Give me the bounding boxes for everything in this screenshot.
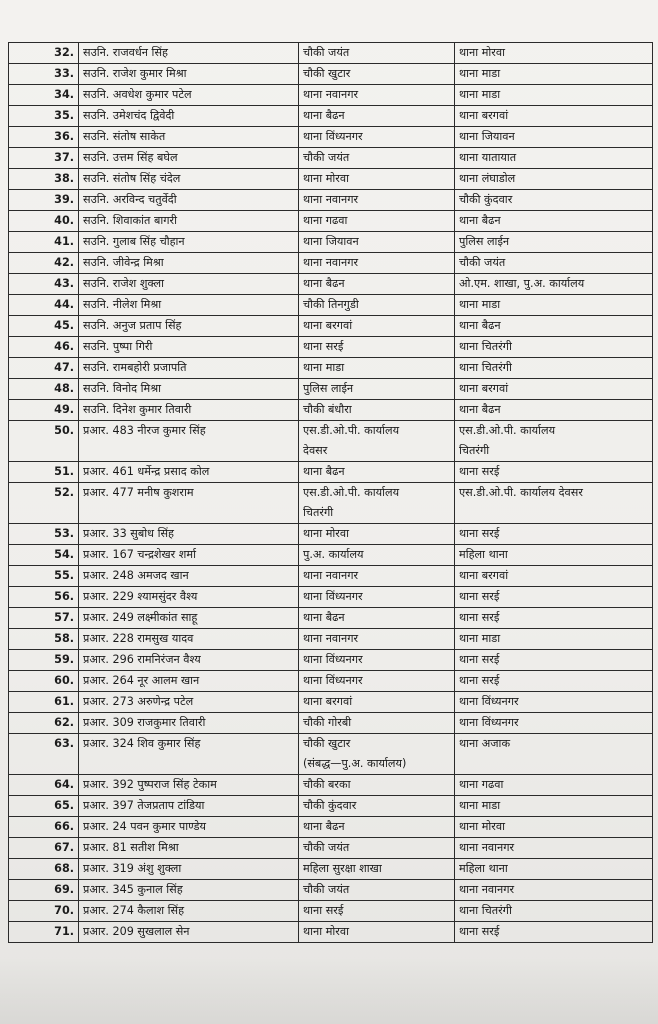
- employee-name: प्रआर. 296 रामनिरंजन वैश्य: [79, 650, 299, 671]
- new-posting: [455, 358, 653, 379]
- serial-number: 35.: [9, 106, 79, 127]
- new-posting-line: चितरंगी: [459, 444, 490, 457]
- table-row: [9, 43, 653, 64]
- new-posting: [455, 400, 653, 421]
- employee-name: प्रआर. 249 लक्ष्मीकांत साहू: [79, 608, 299, 629]
- new-posting-line: थाना माडा: [459, 298, 501, 311]
- employee-name: प्रआर. 477 मनीष कुशराम: [79, 483, 299, 524]
- current-posting: [299, 671, 455, 692]
- new-posting: [455, 545, 653, 566]
- current-posting: [299, 337, 455, 358]
- current-posting: [299, 169, 455, 190]
- current-posting-line: चौकी गोरबी: [303, 716, 352, 729]
- table-row: [9, 148, 653, 169]
- employee-name: प्रआर. 392 पुष्पराज सिंह टेकाम: [79, 775, 299, 796]
- serial-number: 52.: [9, 483, 79, 524]
- table-row: [9, 650, 653, 671]
- employee-name: सउनि. अवधेश कुमार पटेल: [79, 85, 299, 106]
- serial-number: 45.: [9, 316, 79, 337]
- table-row: [9, 85, 653, 106]
- new-posting-line: थाना सरई: [459, 465, 500, 478]
- new-posting: [455, 190, 653, 211]
- serial-number: 40.: [9, 211, 79, 232]
- table-row: [9, 524, 653, 545]
- current-posting-line: चौकी बंधौरा: [303, 403, 352, 416]
- table-row: [9, 232, 653, 253]
- serial-number: 37.: [9, 148, 79, 169]
- current-posting: [299, 127, 455, 148]
- new-posting-line: थाना माडा: [459, 632, 501, 645]
- current-posting-line: थाना मोरवा: [303, 527, 349, 540]
- table-row: [9, 838, 653, 859]
- current-posting-line: थाना नवानगर: [303, 88, 359, 101]
- current-posting-line: महिला सुरक्षा शाखा: [303, 862, 382, 875]
- new-posting: [455, 796, 653, 817]
- new-posting-line: थाना अजाक: [459, 737, 511, 750]
- current-posting-line: थाना विंध्यनगर: [303, 674, 363, 687]
- current-posting: [299, 692, 455, 713]
- table-row: [9, 337, 653, 358]
- current-posting-line: थाना जियावन: [303, 235, 359, 248]
- serial-number: 36.: [9, 127, 79, 148]
- current-posting: [299, 796, 455, 817]
- new-posting-line: महिला थाना: [459, 548, 508, 561]
- new-posting: [455, 421, 653, 462]
- current-posting-line: थाना सरई: [303, 340, 344, 353]
- new-posting-line: पुलिस लाईन: [459, 235, 510, 248]
- employee-name: प्रआर. 229 श्यामसुंदर वैश्य: [79, 587, 299, 608]
- employee-name: सउनि. नीलेश मिश्रा: [79, 295, 299, 316]
- new-posting-line: एस.डी.ओ.पी. कार्यालय देवसर: [459, 486, 583, 499]
- serial-number: 67.: [9, 838, 79, 859]
- current-posting-line: चौकी खुटार: [303, 737, 351, 750]
- current-posting-line: चौकी जयंत: [303, 46, 350, 59]
- serial-number: 58.: [9, 629, 79, 650]
- new-posting: [455, 650, 653, 671]
- current-posting: [299, 838, 455, 859]
- employee-name: सउनि. पुष्पा गिरी: [79, 337, 299, 358]
- current-posting: [299, 232, 455, 253]
- employee-name: सउनि. संतोष साकेत: [79, 127, 299, 148]
- serial-number: 44.: [9, 295, 79, 316]
- current-posting-line: पु.अ. कार्यालय: [303, 548, 364, 561]
- employee-name: सउनि. अरविन्द चतुर्वेदी: [79, 190, 299, 211]
- new-posting-line: थाना सरई: [459, 653, 500, 666]
- serial-number: 59.: [9, 650, 79, 671]
- current-posting: [299, 295, 455, 316]
- table-row: [9, 545, 653, 566]
- current-posting: [299, 190, 455, 211]
- table-row: [9, 775, 653, 796]
- serial-number: 47.: [9, 358, 79, 379]
- current-posting-line: चौकी कुंदवार: [303, 799, 357, 812]
- current-posting: [299, 358, 455, 379]
- serial-number: 66.: [9, 817, 79, 838]
- new-posting-line: थाना मोरवा: [459, 820, 505, 833]
- current-posting-line: थाना बरगवां: [303, 319, 353, 332]
- table-row: [9, 901, 653, 922]
- serial-number: 60.: [9, 671, 79, 692]
- new-posting: [455, 85, 653, 106]
- table-row: [9, 421, 653, 462]
- table-row: [9, 127, 653, 148]
- current-posting: [299, 64, 455, 85]
- current-posting: [299, 922, 455, 943]
- new-posting: [455, 608, 653, 629]
- table-row: [9, 692, 653, 713]
- serial-number: 71.: [9, 922, 79, 943]
- current-posting-line: थाना विंध्यनगर: [303, 590, 363, 603]
- current-posting-line: थाना नवानगर: [303, 256, 359, 269]
- new-posting-line: थाना सरई: [459, 674, 500, 687]
- new-posting: [455, 106, 653, 127]
- serial-number: 64.: [9, 775, 79, 796]
- current-posting: [299, 421, 455, 462]
- serial-number: 38.: [9, 169, 79, 190]
- serial-number: 33.: [9, 64, 79, 85]
- current-posting: [299, 106, 455, 127]
- current-posting-line: चौकी जयंत: [303, 883, 350, 896]
- current-posting-line: थाना मोरवा: [303, 925, 349, 938]
- new-posting-line: थाना गढवा: [459, 778, 504, 791]
- table-row: [9, 587, 653, 608]
- employee-name: प्रआर. 461 धर्मेन्द्र प्रसाद कोल: [79, 462, 299, 483]
- current-posting-line: थाना बैढन: [303, 465, 345, 478]
- serial-number: 70.: [9, 901, 79, 922]
- serial-number: 46.: [9, 337, 79, 358]
- table-row: [9, 859, 653, 880]
- new-posting: [455, 379, 653, 400]
- employee-name: प्रआर. 33 सुबोध सिंह: [79, 524, 299, 545]
- employee-name: प्रआर. 228 रामसुख यादव: [79, 629, 299, 650]
- current-posting-line: थाना बैढन: [303, 611, 345, 624]
- table-row: [9, 817, 653, 838]
- current-posting: [299, 379, 455, 400]
- serial-number: 49.: [9, 400, 79, 421]
- employee-name: प्रआर. 248 अमजद खान: [79, 566, 299, 587]
- current-posting-line: थाना बरगवां: [303, 695, 353, 708]
- serial-number: 41.: [9, 232, 79, 253]
- new-posting-line: थाना यातायात: [459, 151, 517, 164]
- new-posting: [455, 483, 653, 524]
- current-posting-line: चौकी बरका: [303, 778, 351, 791]
- employee-name: प्रआर. 397 तेजप्रताप टांडिया: [79, 796, 299, 817]
- new-posting: [455, 734, 653, 775]
- employee-name: सउनि. राजेश शुक्ला: [79, 274, 299, 295]
- new-posting-line: थाना सरई: [459, 925, 500, 938]
- new-posting: [455, 64, 653, 85]
- table-row: [9, 629, 653, 650]
- new-posting: [455, 232, 653, 253]
- table-row: [9, 880, 653, 901]
- current-posting: [299, 734, 455, 775]
- table-row: [9, 483, 653, 524]
- current-posting-line: चौकी जयंत: [303, 841, 350, 854]
- current-posting: [299, 462, 455, 483]
- current-posting-line: थाना बैढन: [303, 277, 345, 290]
- new-posting-line: थाना नवानगर: [459, 841, 515, 854]
- employee-name: प्रआर. 274 कैलाश सिंह: [79, 901, 299, 922]
- page-bottom-shadow: [0, 958, 658, 1024]
- transfer-table-body: [9, 43, 653, 943]
- current-posting: [299, 608, 455, 629]
- current-posting-line: थाना बैढन: [303, 820, 345, 833]
- employee-name: सउनि. उत्तम सिंह बघेल: [79, 148, 299, 169]
- new-posting-line: थाना बरगवां: [459, 382, 509, 395]
- current-posting: [299, 211, 455, 232]
- employee-name: प्रआर. 273 अरुणेन्द्र पटेल: [79, 692, 299, 713]
- current-posting-line: थाना माडा: [303, 361, 345, 374]
- serial-number: 57.: [9, 608, 79, 629]
- new-posting-line: चौकी जयंत: [459, 256, 506, 269]
- table-row: [9, 190, 653, 211]
- serial-number: 50.: [9, 421, 79, 462]
- new-posting-line: थाना सरई: [459, 590, 500, 603]
- current-posting: [299, 901, 455, 922]
- employee-name: सउनि. शिवाकांत बागरी: [79, 211, 299, 232]
- new-posting-line: थाना माडा: [459, 67, 501, 80]
- current-posting-line: देवसर: [303, 444, 328, 457]
- new-posting: [455, 713, 653, 734]
- table-row: [9, 106, 653, 127]
- new-posting: [455, 880, 653, 901]
- new-posting-line: थाना चितरंगी: [459, 904, 512, 917]
- serial-number: 62.: [9, 713, 79, 734]
- new-posting: [455, 838, 653, 859]
- employee-name: सउनि. अनुज प्रताप सिंह: [79, 316, 299, 337]
- serial-number: 32.: [9, 43, 79, 64]
- employee-name: सउनि. संतोष सिंह चंदेल: [79, 169, 299, 190]
- table-row: [9, 922, 653, 943]
- current-posting-line: थाना विंध्यनगर: [303, 130, 363, 143]
- current-posting-line: थाना बैढन: [303, 109, 345, 122]
- new-posting-line: एस.डी.ओ.पी. कार्यालय: [459, 424, 556, 437]
- new-posting-line: थाना बरगवां: [459, 569, 509, 582]
- current-posting-line: थाना नवानगर: [303, 632, 359, 645]
- employee-name: सउनि. दिनेश कुमार तिवारी: [79, 400, 299, 421]
- new-posting-line: थाना सरई: [459, 527, 500, 540]
- employee-name: प्रआर. 209 सुखलाल सेन: [79, 922, 299, 943]
- new-posting: [455, 692, 653, 713]
- serial-number: 43.: [9, 274, 79, 295]
- current-posting: [299, 545, 455, 566]
- serial-number: 51.: [9, 462, 79, 483]
- new-posting-line: थाना चितरंगी: [459, 340, 512, 353]
- table-row: [9, 274, 653, 295]
- employee-name: प्रआर. 324 शिव कुमार सिंह: [79, 734, 299, 775]
- new-posting: [455, 859, 653, 880]
- employee-name: सउनि. विनोद मिश्रा: [79, 379, 299, 400]
- current-posting-line: थाना नवानगर: [303, 193, 359, 206]
- serial-number: 34.: [9, 85, 79, 106]
- employee-name: प्रआर. 345 कुनाल सिंह: [79, 880, 299, 901]
- new-posting: [455, 43, 653, 64]
- new-posting: [455, 922, 653, 943]
- current-posting: [299, 400, 455, 421]
- employee-name: प्रआर. 24 पवन कुमार पाण्डेय: [79, 817, 299, 838]
- current-posting-line: चौकी खुटार: [303, 67, 351, 80]
- new-posting-line: थाना बरगवां: [459, 109, 509, 122]
- table-row: [9, 253, 653, 274]
- current-posting: [299, 775, 455, 796]
- current-posting-line: थाना सरई: [303, 904, 344, 917]
- current-posting: [299, 880, 455, 901]
- new-posting: [455, 295, 653, 316]
- new-posting: [455, 316, 653, 337]
- table-row: [9, 796, 653, 817]
- table-row: [9, 316, 653, 337]
- new-posting: [455, 337, 653, 358]
- new-posting: [455, 671, 653, 692]
- new-posting-line: थाना माडा: [459, 88, 501, 101]
- current-posting-line: चौकी जयंत: [303, 151, 350, 164]
- table-row: [9, 64, 653, 85]
- employee-name: प्रआर. 167 चन्द्रशेखर शर्मा: [79, 545, 299, 566]
- table-row: [9, 379, 653, 400]
- new-posting: [455, 566, 653, 587]
- current-posting-line: थाना नवानगर: [303, 569, 359, 582]
- employee-name: प्रआर. 264 नूर आलम खान: [79, 671, 299, 692]
- new-posting: [455, 253, 653, 274]
- current-posting-line: एस.डी.ओ.पी. कार्यालय: [303, 424, 400, 437]
- current-posting: [299, 85, 455, 106]
- table-row: [9, 358, 653, 379]
- new-posting: [455, 127, 653, 148]
- serial-number: 61.: [9, 692, 79, 713]
- new-posting-line: थाना जियावन: [459, 130, 515, 143]
- employee-name: सउनि. रामबहोरी प्रजापति: [79, 358, 299, 379]
- employee-name: सउनि. राजवर्धन सिंह: [79, 43, 299, 64]
- employee-name: प्रआर. 309 राजकुमार तिवारी: [79, 713, 299, 734]
- employee-name: सउनि. जीवेन्द्र मिश्रा: [79, 253, 299, 274]
- table-row: [9, 211, 653, 232]
- current-posting: [299, 274, 455, 295]
- new-posting: [455, 587, 653, 608]
- new-posting-line: थाना मोरवा: [459, 46, 505, 59]
- new-posting: [455, 211, 653, 232]
- serial-number: 69.: [9, 880, 79, 901]
- new-posting-line: चौकी कुंदवार: [459, 193, 513, 206]
- new-posting-line: थाना माडा: [459, 799, 501, 812]
- current-posting: [299, 483, 455, 524]
- employee-name: प्रआर. 319 अंशु शुक्ला: [79, 859, 299, 880]
- transfer-table: [8, 42, 653, 943]
- current-posting: [299, 316, 455, 337]
- current-posting-line: थाना मोरवा: [303, 172, 349, 185]
- new-posting: [455, 524, 653, 545]
- current-posting-line: पुलिस लाईन: [303, 382, 354, 395]
- employee-name: सउनि. गुलाब सिंह चौहान: [79, 232, 299, 253]
- current-posting: [299, 253, 455, 274]
- current-posting: [299, 817, 455, 838]
- new-posting-line: थाना चितरंगी: [459, 361, 512, 374]
- current-posting-line: एस.डी.ओ.पी. कार्यालय: [303, 486, 400, 499]
- employee-name: प्रआर. 81 सतीश मिश्रा: [79, 838, 299, 859]
- table-row: [9, 671, 653, 692]
- current-posting: [299, 524, 455, 545]
- serial-number: 63.: [9, 734, 79, 775]
- serial-number: 53.: [9, 524, 79, 545]
- new-posting-line: ओ.एम. शाखा, पु.अ. कार्यालय: [459, 277, 585, 290]
- table-row: [9, 462, 653, 483]
- current-posting: [299, 629, 455, 650]
- current-posting: [299, 713, 455, 734]
- table-row: [9, 169, 653, 190]
- new-posting-line: महिला थाना: [459, 862, 508, 875]
- employee-name: सउनि. राजेश कुमार मिश्रा: [79, 64, 299, 85]
- new-posting-line: थाना विंध्यनगर: [459, 716, 519, 729]
- serial-number: 56.: [9, 587, 79, 608]
- serial-number: 68.: [9, 859, 79, 880]
- current-posting-line: (संबद्ध—पु.अ. कार्यालय): [303, 757, 407, 770]
- serial-number: 39.: [9, 190, 79, 211]
- employee-name: सउनि. उमेशचंद द्विवेदी: [79, 106, 299, 127]
- new-posting-line: थाना बैढन: [459, 403, 501, 416]
- current-posting: [299, 566, 455, 587]
- current-posting-line: चौकी तिनगुडी: [303, 298, 359, 311]
- new-posting: [455, 817, 653, 838]
- new-posting: [455, 274, 653, 295]
- new-posting: [455, 901, 653, 922]
- serial-number: 42.: [9, 253, 79, 274]
- current-posting: [299, 587, 455, 608]
- current-posting: [299, 148, 455, 169]
- table-row: [9, 400, 653, 421]
- employee-name: प्रआर. 483 नीरज कुमार सिंह: [79, 421, 299, 462]
- new-posting: [455, 629, 653, 650]
- current-posting-line: थाना विंध्यनगर: [303, 653, 363, 666]
- new-posting: [455, 148, 653, 169]
- serial-number: 54.: [9, 545, 79, 566]
- new-posting: [455, 169, 653, 190]
- current-posting: [299, 650, 455, 671]
- new-posting-line: थाना लंघाडोल: [459, 172, 516, 185]
- new-posting-line: थाना नवानगर: [459, 883, 515, 896]
- serial-number: 55.: [9, 566, 79, 587]
- current-posting: [299, 43, 455, 64]
- new-posting-line: थाना बैढन: [459, 319, 501, 332]
- serial-number: 65.: [9, 796, 79, 817]
- current-posting: [299, 859, 455, 880]
- new-posting: [455, 775, 653, 796]
- table-row: [9, 566, 653, 587]
- new-posting-line: थाना बैढन: [459, 214, 501, 227]
- table-row: [9, 713, 653, 734]
- new-posting-line: थाना विंध्यनगर: [459, 695, 519, 708]
- new-posting: [455, 462, 653, 483]
- serial-number: 48.: [9, 379, 79, 400]
- current-posting-line: चितरंगी: [303, 506, 334, 519]
- table-row: [9, 295, 653, 316]
- current-posting-line: थाना गढवा: [303, 214, 348, 227]
- table-row: [9, 608, 653, 629]
- new-posting-line: थाना सरई: [459, 611, 500, 624]
- table-row: [9, 734, 653, 775]
